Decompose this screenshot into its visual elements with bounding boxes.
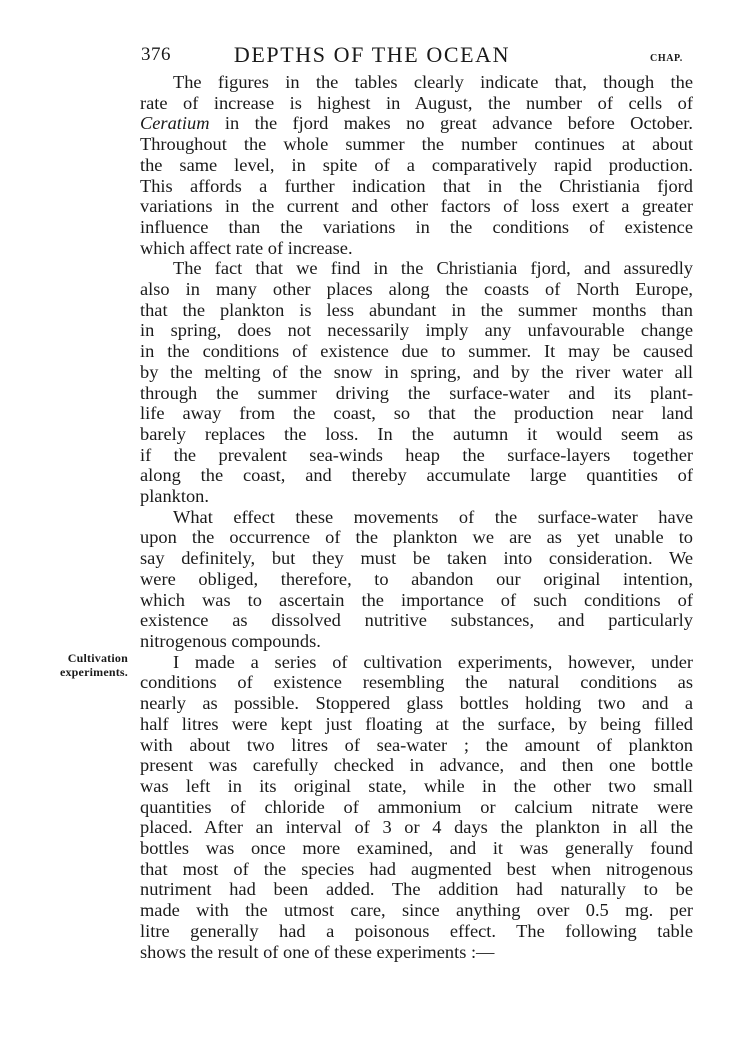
text-line: I made a series of cultivation experiments, however, under bbox=[173, 651, 693, 672]
text-line: Ceratium in the fjord makes no great advance before October. bbox=[140, 113, 693, 134]
text-line: that the plankton is less abundant in the summer months than bbox=[140, 299, 693, 320]
text-line: in the conditions of existence due to summer. It may be caused bbox=[140, 341, 693, 362]
text-line: bottles was once more examined, and it was generally found bbox=[140, 838, 693, 859]
text-line: through the summer driving the surface-water and its plant- bbox=[140, 382, 693, 403]
text-line: with about two litres of sea-water ; the amount of plankton bbox=[140, 734, 693, 755]
text-line: nutriment had been added. The addition had naturally to be bbox=[140, 879, 693, 900]
text-line: What effect these movements of the surface-water have bbox=[173, 506, 693, 527]
text-line: present was carefully checked in advance, and then one bottle bbox=[140, 755, 693, 776]
page-number: 376 bbox=[141, 44, 171, 65]
text-line: plankton. bbox=[140, 486, 209, 507]
text-line: by the melting of the snow in spring, and by the river water all bbox=[140, 361, 693, 382]
text-line: The figures in the tables clearly indicate that, though the bbox=[173, 72, 693, 92]
text-line: barely replaces the loss. In the autumn it would seem as bbox=[140, 423, 693, 444]
text-line: quantities of chloride of ammonium or calcium nitrate were bbox=[140, 796, 693, 817]
text-line: Throughout the whole summer the number continues at about bbox=[140, 134, 693, 155]
sidenote-cultivation-experiments bbox=[18, 651, 128, 679]
text-line: half litres were kept just floating at the surface, by being filled bbox=[140, 713, 693, 734]
text-line: influence than the variations in the conditions of existence bbox=[140, 216, 693, 237]
text-line: along the coast, and thereby accumulate large quantities of bbox=[140, 465, 693, 486]
text-line: the same level, in spite of a comparatively rapid production. bbox=[140, 154, 693, 175]
text-line: nitrogenous compounds. bbox=[140, 630, 321, 651]
text-line: which was to ascertain the importance of such conditions of bbox=[140, 589, 693, 610]
text-line: shows the result of one of these experiments :— bbox=[140, 941, 495, 962]
text-line: were obliged, therefore, to abandon our original intention, bbox=[140, 568, 693, 589]
text-line: made with the utmost care, since anything over 0.5 mg. per bbox=[140, 900, 693, 921]
text-line: if the prevalent sea-winds heap the surface-layers together bbox=[140, 444, 693, 465]
text-line: This affords a further indication that in the Christiania fjord bbox=[140, 175, 693, 196]
text-line: conditions of existence resembling the natural conditions as bbox=[140, 672, 693, 693]
sidenote-line: Cultivation bbox=[67, 651, 128, 665]
sidenote-line: experiments. bbox=[59, 665, 128, 679]
text-line: life away from the coast, so that the production near land bbox=[140, 403, 693, 424]
text-line: which affect rate of increase. bbox=[140, 237, 353, 258]
text-line: variations in the current and other factors of loss exert a greater bbox=[140, 196, 693, 217]
text-line: placed. After an interval of 3 or 4 days the plankton in all the bbox=[140, 817, 693, 838]
text-line: The fact that we find in the Christiania fjord, and assuredly bbox=[173, 258, 693, 279]
text-line: existence as dissolved nutritive substances, and particularly bbox=[140, 610, 693, 631]
text-line: in spring, does not necessarily imply any unfavourable change bbox=[140, 320, 693, 341]
text-line: nearly as possible. Stoppered glass bottles holding two and a bbox=[140, 693, 693, 714]
text-line: litre generally had a poisonous effect. The following table bbox=[140, 920, 693, 941]
text-line: say definitely, but they must be taken into consideration. We bbox=[140, 548, 693, 569]
text-line: also in many other places along the coasts of North Europe, bbox=[140, 279, 693, 300]
text-line: was left in its original state, while in the other two small bbox=[140, 775, 693, 796]
text-line: that most of the species had augmented best when nitrogenous bbox=[140, 858, 693, 879]
text-line: upon the occurrence of the plankton we are as yet unable to bbox=[140, 527, 693, 548]
text-line: rate of increase is highest in August, the number of cells of bbox=[140, 92, 693, 113]
body-text bbox=[140, 72, 693, 962]
chapter-mark: CHAP. bbox=[650, 53, 683, 64]
running-head: DEPTHS OF THE OCEAN bbox=[233, 42, 511, 67]
